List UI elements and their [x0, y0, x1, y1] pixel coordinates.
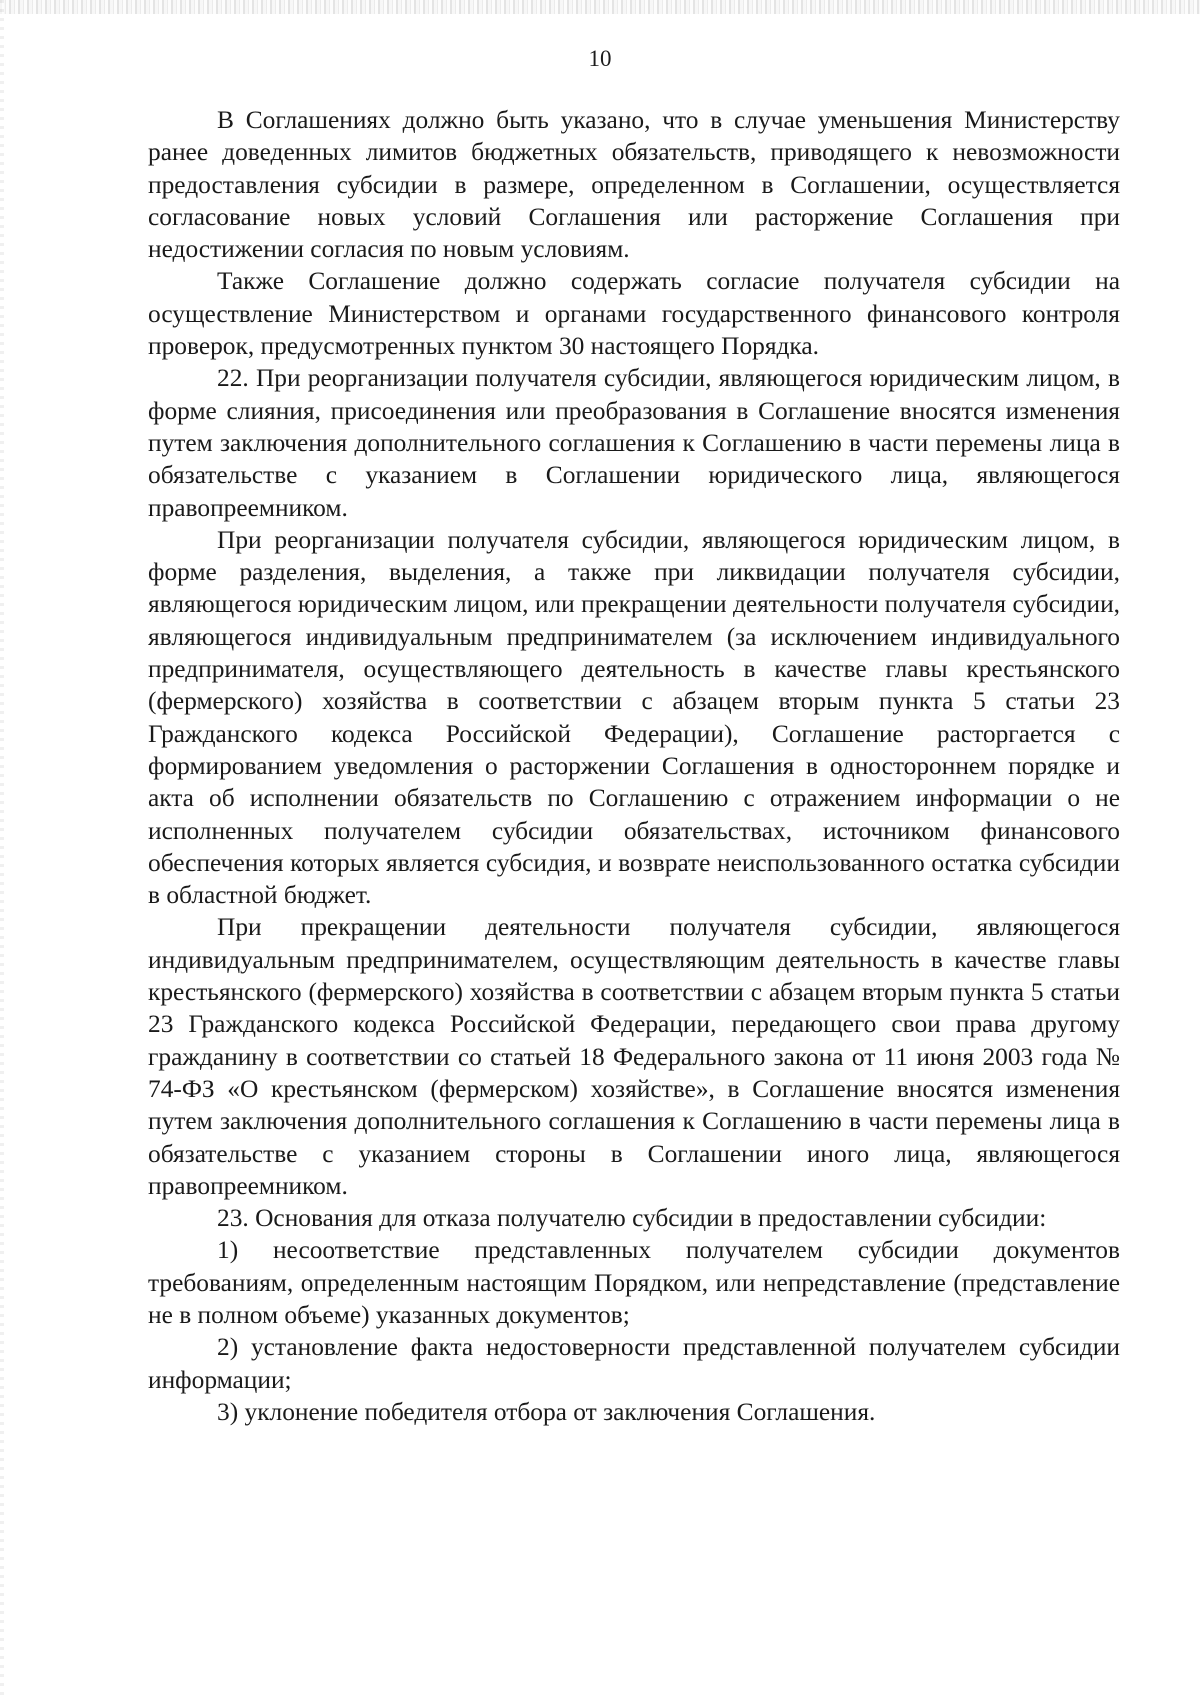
document-body: [148, 104, 1120, 1428]
scan-edge-top: [0, 0, 1200, 14]
page-number: 10: [588, 46, 612, 71]
list-item-refusal-3: 3) уклонение победителя отбора от заключения Соглашения.: [217, 1397, 876, 1426]
paragraph-item-22: 22. При реорганизации получателя субсидии, являющегося юридическим лицом, в форме слияния, присоединения или преобразования в Соглашение вносятся изменения путем заключения дополнительного соглашения к Соглашению в части перемены лица в обязательстве с указанием в Соглашении юридического лица, являющегося правопреемником.: [148, 364, 1120, 522]
paragraph-reorganization-termination: При реорганизации получателя субсидии, являющегося юридическим лицом, в форме разделения, выделения, а также при ликвидации получателя субсидии, являющегося юридическим лицом, или прекращении деятельности получателя субсидии, являющегося индивидуальным предпринимателем (за исключением индивидуального предпринимателя, осуществляющего деятельность в качестве главы крестьянского (фермерского) хозяйства в соответствии с абзацем вторым пункта 5 статьи 23 Гражданского кодекса Российской Федерации), Соглашение расторгается с формированием уведомления о расторжении Соглашения в одностороннем порядке и акта об исполнении обязательств по Соглашению с отражением информации о не исполненных получателем субсидии обязательствах, источником финансового обеспечения которых является субсидия, и возврате неиспользованного остатка субсидии в областной бюджет.: [148, 525, 1120, 910]
paragraph-farm-head-transfer: При прекращении деятельности получателя субсидии, являющегося индивидуальным предпринимателем, осуществляющим деятельность в качестве главы крестьянского (фермерского) хозяйства в соответствии с абзацем вторым пункта 5 статьи 23 Гражданского кодекса Российской Федерации, передающего свои права другому гражданину в соответствии со статьей 18 Федерального закона от 11 июня 2003 года № 74-ФЗ «О крестьянском (фермерском) хозяйстве», в Соглашение вносятся изменения путем заключения дополнительного соглашения к Соглашению в части перемены лица в обязательстве с указанием стороны в Соглашении иного лица, являющегося правопреемником.: [148, 913, 1120, 1200]
scan-edge-left: [0, 0, 4, 1698]
paragraph-inspection-consent: Также Соглашение должно содержать согласие получателя субсидии на осуществление Министерством и органами государственного финансового контроля проверок, предусмотренных пунктом 30 настоящего Порядка.: [148, 267, 1120, 361]
paragraph-item-23: 23. Основания для отказа получателю субсидии в предоставлении субсидии:: [217, 1204, 1047, 1233]
paragraph-agreement-limits: В Соглашениях должно быть указано, что в случае уменьшения Министерству ранее доведенных лимитов бюджетных обязательств, приводящего к невозможности предоставления субсидии в размере, определенном в Соглашении, осуществляется согласование новых условий Соглашения или расторжение Соглашения при недостижении согласия по новым условиям.: [148, 106, 1120, 264]
list-item-refusal-2: 2) установление факта недостоверности представленной получателем субсидии информации;: [148, 1333, 1120, 1394]
list-item-refusal-1: 1) несоответствие представленных получателем субсидии документов требованиям, определенным настоящим Порядком, или непредставление (представление не в полном объеме) указанных документов;: [148, 1236, 1120, 1329]
